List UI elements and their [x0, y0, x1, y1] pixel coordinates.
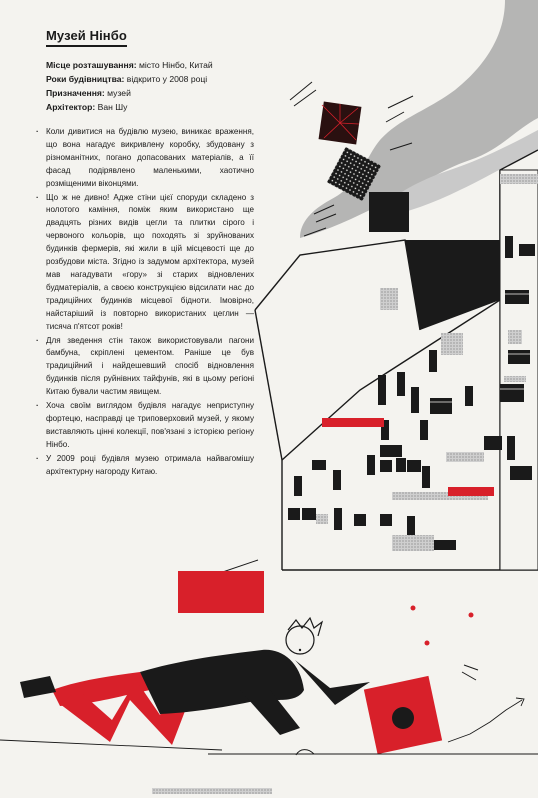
- right-facade: [500, 170, 538, 570]
- page-title: Музей Нінбо: [46, 28, 127, 47]
- fact-label: Місце розташування:: [46, 60, 137, 70]
- paragraph: · Хоча своїм виглядом будівля нагадує неприступну фортецю, насправді це триповерховий музей, у якому виставляють цінні колекції, пов'язані з історією регіону Нінбо.: [36, 400, 254, 452]
- fact-label: Роки будівництва:: [46, 74, 125, 84]
- texture-strip: [500, 174, 538, 184]
- paragraph: · Для зведення стін також використовували пагони бамбуна, скріплені цементом. Раніше це був традиційний і найдешевший спосіб відновлення будинків після руйнівних тайфунів, які в цьому регіоні Китаю бували частим явищем.: [36, 335, 254, 400]
- fact-label: Архітектор:: [46, 102, 96, 112]
- ground-shadow: [152, 788, 272, 794]
- fact-value: відкрито у 2008 році: [126, 74, 208, 84]
- crawling-man: [20, 618, 370, 755]
- paragraph: · Коли дивитися на будівлю музею, виникає враження, що вона нагадує викривлену коробку, збудовану з різноманітних, погано допасованих матеріалів, а її фасад подірявлено маленькими, хаотично розміщеними віконцями.: [36, 126, 254, 191]
- fact-value: музей: [107, 88, 131, 98]
- fact-value: місто Нінбо, Китай: [138, 60, 213, 70]
- paragraph: · Що ж не дивно! Адже стіни цієї споруди складено з нолотого каміння, поміж яким використано ще двадцять різних видів цегли та плитки сірого і червоного кольорів, що походять зі зруйнованих будинків фермерів, які жили в цій місцевості ще до розбудови міста. Згідно із задумом архітектора, музей мав нагадувати «гору» зі старих відновлених будматеріалів, а своєю конструкцією відсилати нас до традиційних будинків місцевої бідноти. Імовірно, найстаріший із повторно використаних цеглин — тисяча п'ятсот років!: [36, 192, 254, 334]
- fact-value: Ван Шу: [97, 102, 128, 112]
- paragraph: · У 2009 році будівля музею отримала найвагомішу архітектурну нагороду Китаю.: [36, 453, 254, 479]
- red-box-artifact: [364, 676, 442, 754]
- red-dots: [411, 606, 474, 646]
- dark-wedge: [405, 240, 500, 330]
- fact-label: Призначення:: [46, 88, 105, 98]
